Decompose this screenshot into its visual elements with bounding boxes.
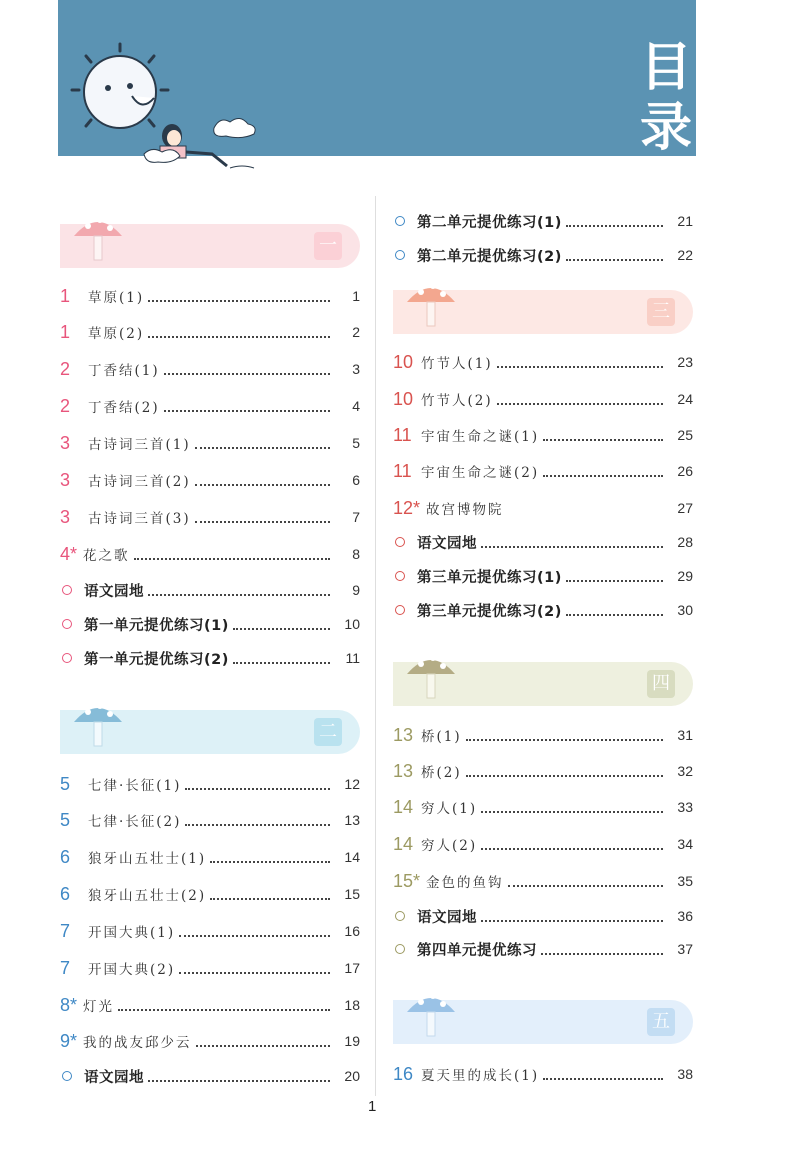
lesson-number: 14 xyxy=(393,833,414,854)
lesson-title: 开国大典(1) xyxy=(88,925,176,941)
leader-dots xyxy=(195,519,330,523)
page-title: 目录 xyxy=(639,38,692,158)
leader-dots xyxy=(566,223,663,227)
toc-row[interactable] xyxy=(60,808,360,832)
toc-row[interactable] xyxy=(60,505,360,529)
lesson-number: 7 xyxy=(60,957,71,978)
circle-bullet-icon xyxy=(395,605,405,615)
page-number: 12 xyxy=(344,776,360,792)
lesson-number: 6 xyxy=(60,883,71,904)
lesson-title: 夏天里的成长(1) xyxy=(421,1068,540,1084)
leader-dots xyxy=(148,298,330,302)
lesson-number: 8* xyxy=(60,994,78,1015)
lesson-number: 9* xyxy=(60,1030,78,1051)
column-divider xyxy=(375,196,376,1096)
leader-dots xyxy=(508,510,663,514)
lesson-title: 七律·长征(1) xyxy=(88,778,182,794)
page-number: 23 xyxy=(677,354,693,370)
toc-row[interactable] xyxy=(393,723,693,747)
toc-row[interactable] xyxy=(60,646,360,670)
toc-row[interactable] xyxy=(393,459,693,483)
circle-bullet-icon xyxy=(395,911,405,921)
lesson-number: 15* xyxy=(393,870,421,891)
lesson-number: 10 xyxy=(393,351,414,372)
toc-row[interactable] xyxy=(393,1062,693,1086)
page-number: 9 xyxy=(352,582,360,598)
page-number: 35 xyxy=(677,873,693,889)
circle-bullet-icon xyxy=(62,653,72,663)
page-number: 11 xyxy=(345,650,360,666)
leader-dots xyxy=(481,918,663,922)
toc-row[interactable] xyxy=(60,845,360,869)
unit-banner-3 xyxy=(393,290,693,334)
lesson-title: 丁香结(2) xyxy=(88,400,160,416)
mushroom-icon xyxy=(68,696,128,756)
toc-row[interactable] xyxy=(393,869,693,893)
toc-row[interactable] xyxy=(60,612,360,636)
leader-dots xyxy=(210,896,330,900)
lesson-number: 13 xyxy=(393,724,414,745)
leader-dots xyxy=(118,1007,330,1011)
lesson-number: 5 xyxy=(60,773,71,794)
page-number: 16 xyxy=(344,923,360,939)
lesson-number: 11 xyxy=(393,460,412,481)
circle-bullet-icon xyxy=(395,216,405,226)
leader-dots xyxy=(543,437,663,441)
leader-dots xyxy=(481,544,663,548)
page-number: 25 xyxy=(677,427,693,443)
leader-dots xyxy=(195,482,330,486)
circle-bullet-icon xyxy=(395,571,405,581)
leader-dots xyxy=(164,371,330,375)
page-number: 37 xyxy=(677,941,693,957)
leader-dots xyxy=(164,408,330,412)
lesson-number: 10 xyxy=(393,388,414,409)
lesson-number: 7 xyxy=(60,920,71,941)
lesson-title: 开国大典(2) xyxy=(88,962,176,978)
leader-dots xyxy=(481,846,663,850)
lesson-number: 2 xyxy=(60,395,71,416)
mushroom-icon xyxy=(401,648,461,708)
lesson-number: 4* xyxy=(60,543,78,564)
lesson-title: 草原(2) xyxy=(88,326,145,342)
lesson-title: 桥(1) xyxy=(421,729,462,745)
circle-bullet-icon xyxy=(62,1071,72,1081)
page-number: 29 xyxy=(677,568,693,584)
lesson-title: 金色的鱼钩 xyxy=(426,875,504,891)
lesson-number: 6 xyxy=(60,846,71,867)
circle-bullet-icon xyxy=(62,585,72,595)
lesson-title: 七律·长征(2) xyxy=(88,814,182,830)
toc-row[interactable] xyxy=(393,937,693,961)
page-number: 30 xyxy=(677,602,693,618)
lesson-title: 古诗词三首(3) xyxy=(88,511,191,527)
leader-dots xyxy=(466,773,663,777)
toc-row[interactable] xyxy=(60,1029,360,1053)
toc-row[interactable] xyxy=(393,832,693,856)
toc-row[interactable] xyxy=(393,759,693,783)
toc-row[interactable] xyxy=(393,387,693,411)
page-number: 4 xyxy=(352,398,360,414)
toc-row[interactable] xyxy=(60,578,360,602)
leader-dots xyxy=(566,612,663,616)
toc-row[interactable] xyxy=(60,468,360,492)
toc-row[interactable] xyxy=(393,530,693,554)
lesson-title: 宇宙生命之谜(1) xyxy=(421,429,540,445)
footer-page-number: 1 xyxy=(368,1098,377,1115)
leader-dots xyxy=(148,592,330,596)
leader-dots xyxy=(233,660,330,664)
lesson-title: 花之歌 xyxy=(83,548,130,564)
page-number: 17 xyxy=(344,960,360,976)
leader-dots xyxy=(210,859,330,863)
lesson-number: 3 xyxy=(60,506,71,527)
lesson-title: 第二单元提优练习(2) xyxy=(417,248,562,265)
toc-row[interactable] xyxy=(393,904,693,928)
lesson-title: 语文园地 xyxy=(84,1069,144,1086)
circle-bullet-icon xyxy=(395,537,405,547)
page-number: 38 xyxy=(677,1066,693,1082)
lesson-number: 14 xyxy=(393,796,414,817)
lesson-title: 第四单元提优练习 xyxy=(417,942,537,959)
page-number: 33 xyxy=(677,799,693,815)
unit-number: 三 xyxy=(647,298,675,326)
toc-row[interactable] xyxy=(393,598,693,622)
leader-dots xyxy=(566,257,663,261)
page-number: 14 xyxy=(344,849,360,865)
toc-row[interactable] xyxy=(393,564,693,588)
leader-dots xyxy=(497,364,663,368)
lesson-number: 13 xyxy=(393,760,414,781)
page-number: 22 xyxy=(677,247,693,263)
page-number: 34 xyxy=(677,836,693,852)
lesson-number: 12* xyxy=(393,497,421,518)
leader-dots xyxy=(497,401,663,405)
leader-dots xyxy=(195,445,330,449)
lesson-number: 1 xyxy=(60,321,71,342)
sun-boy-illustration xyxy=(62,36,262,176)
lesson-number: 1 xyxy=(60,285,71,306)
lesson-title: 古诗词三首(2) xyxy=(88,474,191,490)
toc-row[interactable] xyxy=(60,542,360,566)
lesson-title: 灯光 xyxy=(83,999,115,1015)
leader-dots xyxy=(508,883,663,887)
lesson-number: 3 xyxy=(60,432,71,453)
toc-row[interactable] xyxy=(60,320,360,344)
lesson-title: 丁香结(1) xyxy=(88,363,160,379)
toc-row[interactable] xyxy=(393,209,693,233)
leader-dots xyxy=(543,1076,663,1080)
leader-dots xyxy=(179,933,330,937)
page-number: 31 xyxy=(677,727,693,743)
mushroom-icon xyxy=(401,276,461,336)
unit-number: 二 xyxy=(314,718,342,746)
page-number: 26 xyxy=(677,463,693,479)
page-number: 13 xyxy=(344,812,360,828)
toc-row[interactable] xyxy=(393,243,693,267)
page-number: 3 xyxy=(352,361,360,377)
toc-row[interactable] xyxy=(393,423,693,447)
lesson-number: 16 xyxy=(393,1063,414,1084)
page-number: 27 xyxy=(677,500,693,516)
page-number: 19 xyxy=(344,1033,360,1049)
lesson-title: 狼牙山五壮士(2) xyxy=(88,888,207,904)
lesson-number: 11 xyxy=(393,424,412,445)
lesson-title: 穷人(2) xyxy=(421,838,478,854)
lesson-number: 3 xyxy=(60,469,71,490)
mushroom-icon xyxy=(68,210,128,270)
leader-dots xyxy=(543,473,663,477)
leader-dots xyxy=(481,809,663,813)
lesson-title: 语文园地 xyxy=(417,535,477,552)
lesson-number: 2 xyxy=(60,358,71,379)
toc-row[interactable] xyxy=(60,772,360,796)
lesson-title: 竹节人(2) xyxy=(421,393,493,409)
unit-banner-2 xyxy=(60,710,360,754)
toc-row[interactable] xyxy=(393,795,693,819)
lesson-title: 宇宙生命之谜(2) xyxy=(421,465,540,481)
leader-dots xyxy=(233,626,330,630)
page-number: 2 xyxy=(352,324,360,340)
page-number: 21 xyxy=(677,213,693,229)
toc-row[interactable] xyxy=(60,882,360,906)
lesson-title: 狼牙山五壮士(1) xyxy=(88,851,207,867)
unit-number: 四 xyxy=(647,670,675,698)
page-number: 7 xyxy=(352,509,360,525)
lesson-title: 草原(1) xyxy=(88,290,145,306)
unit-number: 一 xyxy=(314,232,342,260)
leader-dots xyxy=(541,951,663,955)
toc-row[interactable] xyxy=(60,394,360,418)
unit-number: 五 xyxy=(647,1008,675,1036)
circle-bullet-icon xyxy=(62,619,72,629)
lesson-title: 竹节人(1) xyxy=(421,356,493,372)
leader-dots xyxy=(179,970,330,974)
leader-dots xyxy=(148,334,330,338)
lesson-title: 第一单元提优练习(2) xyxy=(84,651,229,668)
toc-row[interactable] xyxy=(393,496,693,520)
lesson-title: 语文园地 xyxy=(84,583,144,600)
page-number: 24 xyxy=(677,391,693,407)
circle-bullet-icon xyxy=(395,250,405,260)
page-number: 8 xyxy=(352,546,360,562)
unit-banner-5 xyxy=(393,1000,693,1044)
circle-bullet-icon xyxy=(395,944,405,954)
leader-dots xyxy=(566,578,663,582)
lesson-title: 故宫博物院 xyxy=(426,502,504,518)
leader-dots xyxy=(134,556,330,560)
toc-row[interactable] xyxy=(60,919,360,943)
toc-row[interactable] xyxy=(60,284,360,308)
lesson-title: 第一单元提优练习(1) xyxy=(84,617,229,634)
page-number: 5 xyxy=(352,435,360,451)
lesson-title: 古诗词三首(1) xyxy=(88,437,191,453)
toc-row[interactable] xyxy=(60,956,360,980)
lesson-title: 我的战友邱少云 xyxy=(83,1035,192,1051)
unit-banner-1 xyxy=(60,224,360,268)
toc-row[interactable] xyxy=(60,993,360,1017)
toc-row[interactable] xyxy=(60,357,360,381)
lesson-title: 第三单元提优练习(1) xyxy=(417,569,562,586)
lesson-number: 5 xyxy=(60,809,71,830)
leader-dots xyxy=(196,1043,330,1047)
lesson-title: 第二单元提优练习(1) xyxy=(417,214,562,231)
page-number: 20 xyxy=(344,1068,360,1084)
page-number: 10 xyxy=(344,616,360,632)
unit-banner-4 xyxy=(393,662,693,706)
mushroom-icon xyxy=(401,986,461,1046)
page-number: 36 xyxy=(677,908,693,924)
page-number: 28 xyxy=(677,534,693,550)
leader-dots xyxy=(185,822,330,826)
toc-row[interactable] xyxy=(60,431,360,455)
lesson-title: 语文园地 xyxy=(417,909,477,926)
page-number: 1 xyxy=(352,288,360,304)
lesson-title: 桥(2) xyxy=(421,765,462,781)
lesson-title: 穷人(1) xyxy=(421,801,478,817)
page-number: 15 xyxy=(344,886,360,902)
lesson-title: 第三单元提优练习(2) xyxy=(417,603,562,620)
leader-dots xyxy=(185,786,330,790)
toc-row[interactable] xyxy=(393,350,693,374)
leader-dots xyxy=(148,1078,330,1082)
page-number: 6 xyxy=(352,472,360,488)
leader-dots xyxy=(466,737,663,741)
page-number: 32 xyxy=(677,763,693,779)
page-number: 18 xyxy=(344,997,360,1013)
toc-row[interactable] xyxy=(60,1064,360,1088)
